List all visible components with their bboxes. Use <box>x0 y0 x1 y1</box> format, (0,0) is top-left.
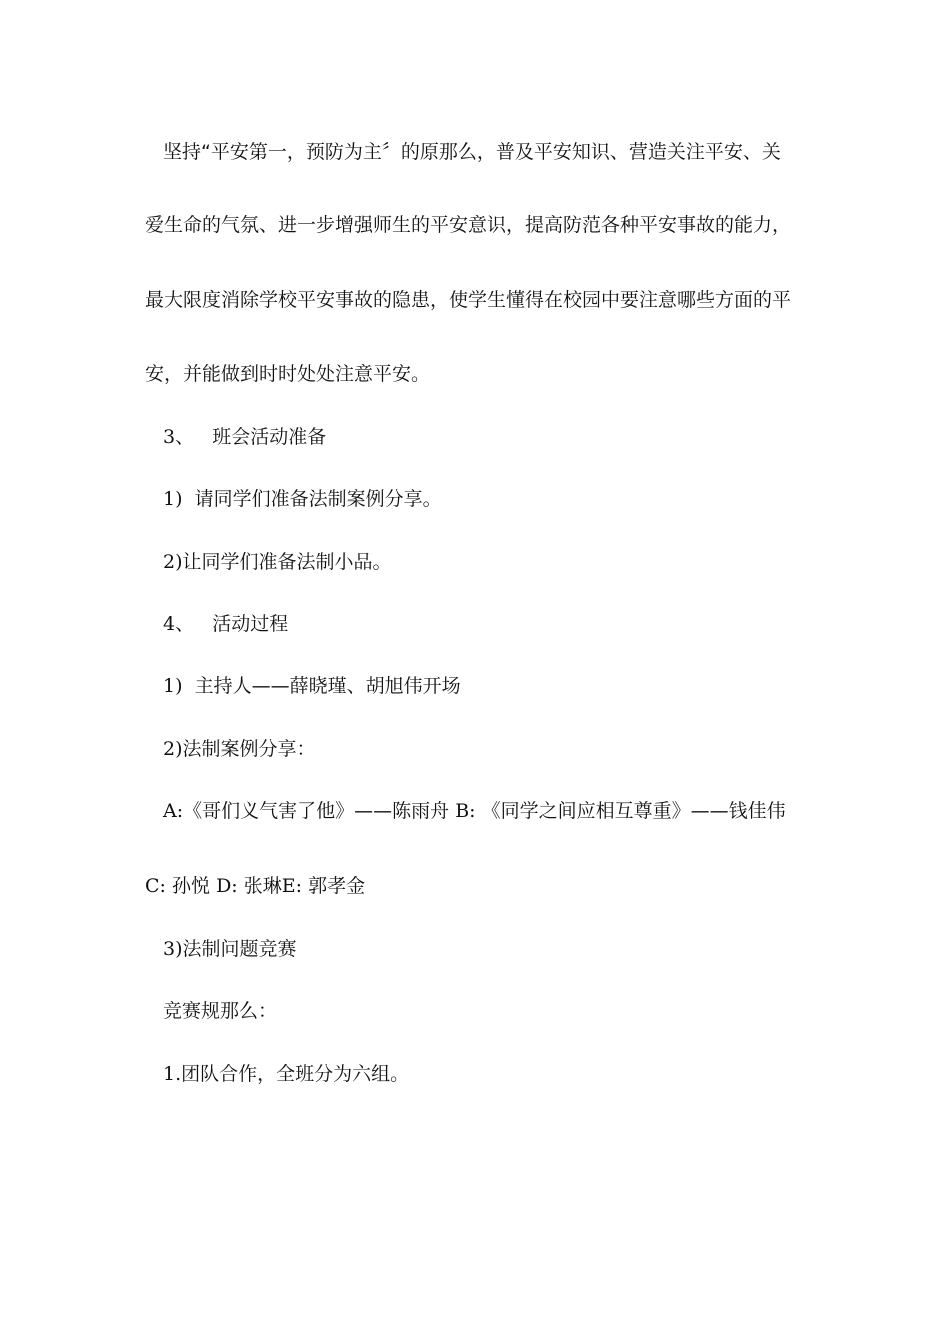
rule-1 <box>163 1061 843 1087</box>
item-number: 1) <box>163 675 183 697</box>
section-3-item-1 <box>163 486 843 512</box>
paragraph-line-4: 安，并能做到时时处处注意平安。 <box>145 363 431 385</box>
case-e-text: 郭孝金 <box>308 875 366 897</box>
case-list-line-1 <box>163 798 843 824</box>
case-list-line-2 <box>145 873 825 899</box>
item-text: 法制案例分享： <box>182 738 316 760</box>
case-a-label: A: <box>163 800 184 822</box>
section-3-number: 3、 <box>163 426 195 448</box>
section-3-item-2 <box>163 549 843 575</box>
section-3-title: 班会活动准备 <box>212 426 327 448</box>
rule-number: 1. <box>163 1063 182 1085</box>
case-d-text: 张琳 <box>243 875 282 897</box>
section-3-heading <box>163 424 843 450</box>
item-text: 让同学们准备法制小品。 <box>182 551 392 573</box>
case-b-label: B: <box>455 800 476 822</box>
section-4-item-2 <box>163 736 843 762</box>
paragraph-line-1: 坚持“平安第一，预防为主〞的原那么，普及平安知识、营造关注平安、关 <box>163 141 781 163</box>
item-text: 法制问题竞赛 <box>182 938 297 960</box>
paragraph-line-2: 爱生命的气氛、进一步增强师生的平安意识，提高防范各种平安事故的能力， <box>145 214 792 236</box>
item-number: 2) <box>163 738 183 760</box>
rule-text: 团队合作，全班分为六组。 <box>181 1063 410 1085</box>
case-e-label: E: <box>281 875 303 897</box>
item-number: 3) <box>163 938 183 960</box>
section-4-title: 活动过程 <box>212 613 289 635</box>
section-4-item-1 <box>163 673 843 699</box>
section-4-number: 4、 <box>163 613 195 635</box>
paragraph-line-3: 最大限度消除学校平安事故的隐患，使学生懂得在校园中要注意哪些方面的平 <box>145 289 792 311</box>
item-number: 1) <box>163 488 183 510</box>
section-4-heading <box>163 611 843 637</box>
section-4-item-3 <box>163 936 843 962</box>
item-number: 2) <box>163 551 183 573</box>
case-a-text: 《哥们义气害了他》——陈雨舟 <box>183 800 450 822</box>
item-text: 主持人——薛晓瑾、胡旭伟开场 <box>194 675 461 697</box>
case-c-label: C: <box>145 875 166 897</box>
item-text: 请同学们准备法制案例分享。 <box>194 488 442 510</box>
case-b-text: 《同学之间应相互尊重》——钱佳伟 <box>481 800 786 822</box>
case-c-text: 孙悦 <box>172 875 211 897</box>
rules-title: 竞赛规那么： <box>163 1000 278 1022</box>
case-d-label: D: <box>216 875 238 897</box>
